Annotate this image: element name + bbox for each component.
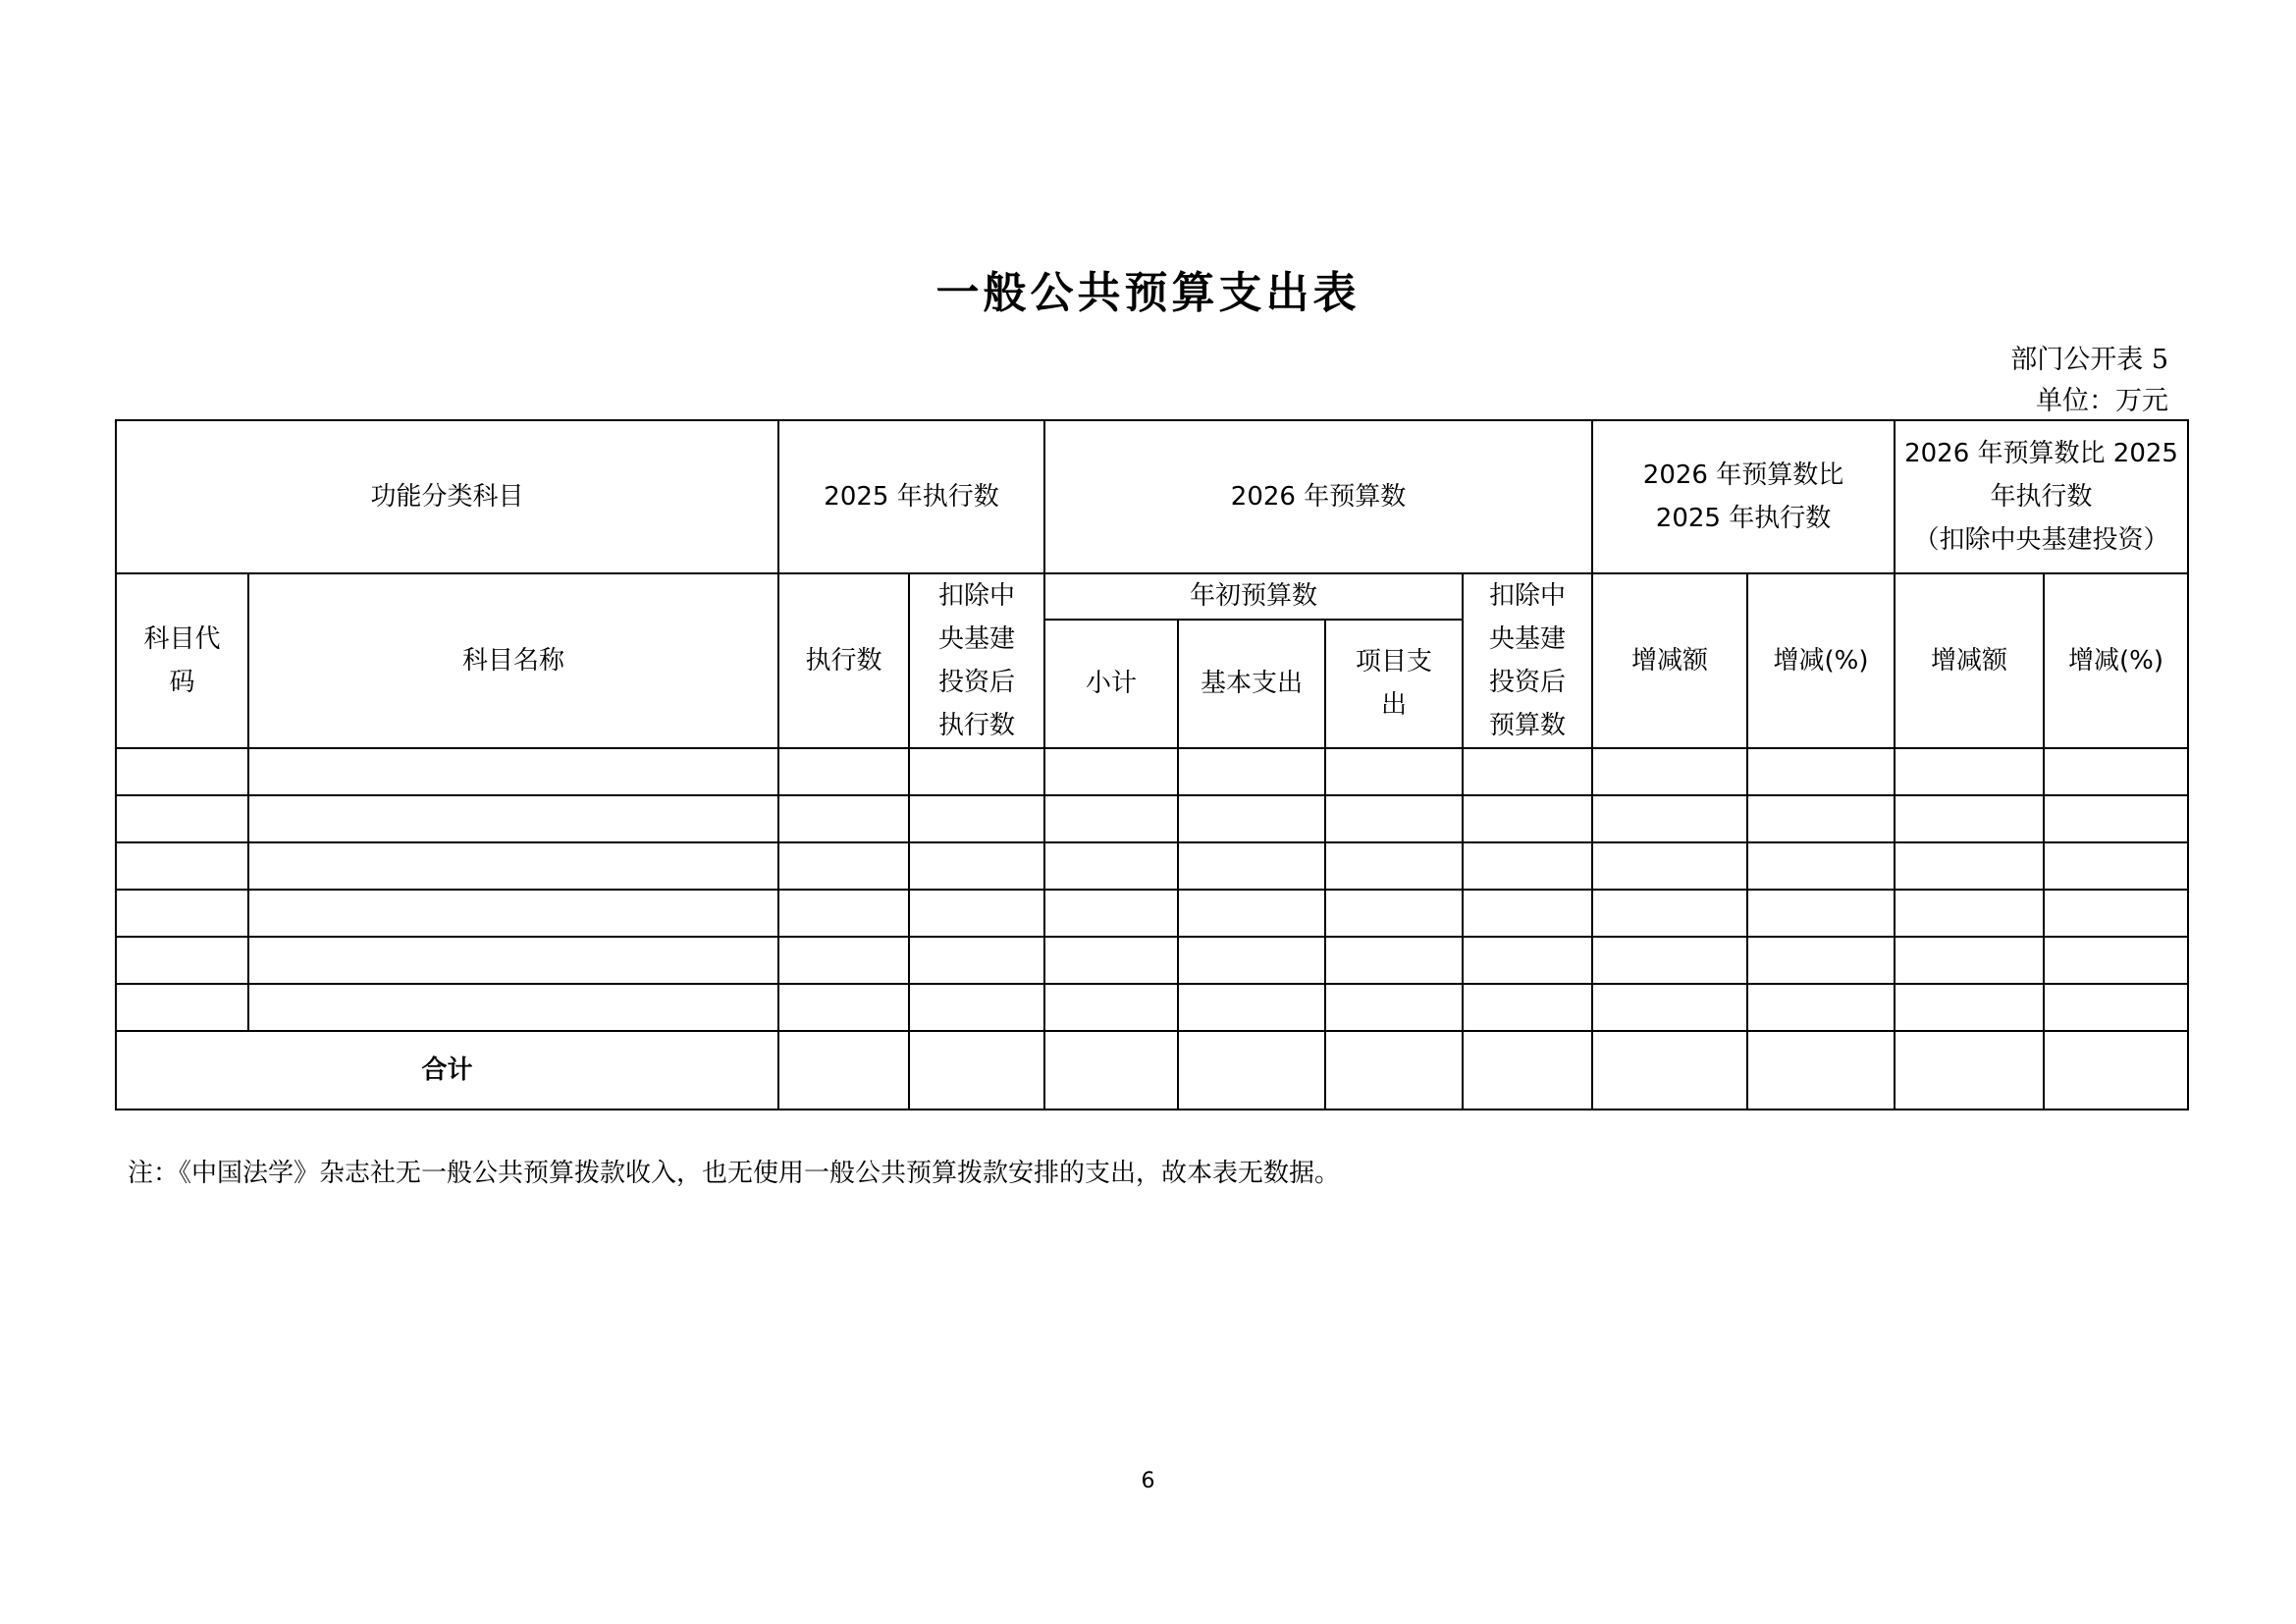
footnote: 注：《中国法学》杂志社无一般公共预算拨款收入，也无使用一般公共预算拨款安排的支出，故本表无数据。: [128, 1159, 1341, 1188]
header-exec-2025: 2025 年执行数: [778, 420, 1044, 573]
unit-label: 单位：万元: [2036, 386, 2168, 416]
header-name: 科目名称: [248, 573, 778, 748]
table-row: [116, 748, 2188, 795]
header-inc-amount-2: 增减额: [1895, 573, 2044, 748]
header-basic: 基本支出: [1178, 620, 1325, 748]
header-code: 科目代 码: [116, 573, 248, 748]
header-project: 项目支 出: [1325, 620, 1463, 748]
header-initial-budget: 年初预算数: [1044, 573, 1463, 620]
header-inc-pct-2: 增减(%): [2044, 573, 2188, 748]
page-number: 6: [1141, 1469, 1155, 1493]
table-row: [116, 795, 2188, 842]
header-compare-exec: 2026 年预算数比 2025 年执行数: [1592, 420, 1895, 573]
table-row: [116, 890, 2188, 937]
header-compare-excl: 2026 年预算数比 2025 年执行数 （扣除中央基建投资）: [1895, 420, 2188, 573]
table-row: [116, 984, 2188, 1031]
table-row: [116, 937, 2188, 984]
header-subtotal: 小计: [1044, 620, 1178, 748]
header-exec: 执行数: [778, 573, 909, 748]
header-budget-excl: 扣除中 央基建 投资后 预算数: [1463, 573, 1592, 748]
total-row: [116, 1031, 2188, 1110]
header-category: 功能分类科目: [116, 420, 778, 573]
table-row: [116, 842, 2188, 890]
total-label: 合计: [116, 1031, 778, 1110]
form-number: 部门公开表 5: [2010, 345, 2168, 375]
header-inc-amount-1: 增减额: [1592, 573, 1747, 748]
header-inc-pct-1: 增减(%): [1747, 573, 1895, 748]
page-title: 一般公共预算支出表: [935, 268, 1361, 318]
budget-table: [115, 419, 2189, 1110]
header-exec-excl: 扣除中 央基建 投资后 执行数: [909, 573, 1044, 748]
header-budget-2026: 2026 年预算数: [1044, 420, 1592, 573]
